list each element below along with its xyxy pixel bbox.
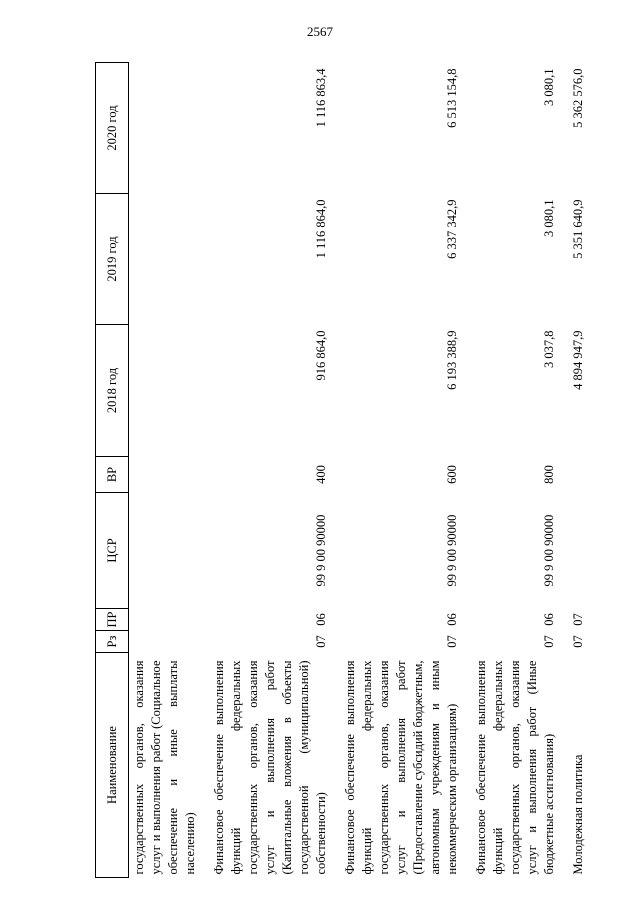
row-csr: 99 9 00 90000 (314, 514, 328, 587)
row-rz (129, 631, 203, 653)
row-csr (561, 493, 590, 609)
row-name: государственных органов, оказания услуг и выполнения работ (Социальное обеспечение и иные выплаты населению) (132, 660, 197, 875)
row-rz: 07 (542, 635, 556, 648)
row-2018: 4 894 947,9 (571, 330, 585, 390)
row-vr: 400 (314, 465, 328, 484)
budget-table (95, 62, 590, 878)
row-vr (561, 457, 590, 493)
header-2020: 2020 год (96, 63, 129, 194)
table-row (561, 63, 590, 878)
row-csr: 99 9 00 90000 (445, 514, 459, 587)
row-pr: 07 (571, 613, 585, 626)
row-2019: 6 337 342,9 (445, 199, 459, 259)
row-2018: 6 193 388,9 (445, 330, 459, 390)
row-name: Финансовое обеспечение выполнения функций федеральных государственных органов, оказания услуг и выполнения работ (Предоставление субсидий бюджетным, автономным учреждениям и иным некоммерческим организациям) (343, 660, 459, 875)
row-2020 (129, 63, 203, 194)
header-vr: ВР (96, 457, 129, 493)
row-2020: 6 513 154,8 (445, 68, 459, 128)
row-2018 (129, 325, 203, 457)
row-2019 (129, 194, 203, 325)
table-row (129, 63, 203, 878)
row-pr: 06 (314, 613, 328, 626)
row-2019: 5 351 640,9 (571, 199, 585, 259)
row-name: Финансовое обеспечение выполнения функций федеральных государственных органов, оказания услуг и выполнения работ (Капитальные вложения в объекты государственной (муниципальной) собственности) (212, 660, 328, 875)
header-rz: Рз (96, 631, 129, 653)
table-header-row (96, 63, 129, 878)
header-name: Наименование (96, 653, 129, 878)
page-number: 2567 (307, 24, 333, 39)
row-2020: 1 116 863,4 (314, 68, 328, 128)
row-name: Молодежная политика (571, 754, 585, 875)
row-rz: 07 (314, 635, 328, 648)
header-csr: ЦСР (96, 493, 129, 609)
row-pr (129, 609, 203, 631)
row-name: Финансовое обеспечение выполнения функций федеральных государственных органов, оказания услуг и выполнения работ (Иные бюджетные ассигнования) (474, 660, 556, 875)
row-2018: 916 864,0 (314, 330, 328, 381)
row-vr: 800 (542, 465, 556, 484)
table-row (333, 63, 464, 878)
row-2020: 3 080,1 (542, 68, 556, 106)
row-rz: 07 (571, 635, 585, 648)
row-2019: 1 116 864,0 (314, 199, 328, 259)
table-row (202, 63, 333, 878)
row-rz: 07 (445, 635, 459, 648)
row-2020: 5 362 576,0 (571, 68, 585, 128)
rotated-budget-table-container (95, 63, 585, 878)
row-2019: 3 080,1 (542, 199, 556, 237)
header-pr: ПР (96, 609, 129, 631)
row-csr: 99 9 00 90000 (542, 514, 556, 587)
row-vr: 600 (445, 465, 459, 484)
table-row (464, 63, 561, 878)
header-2019: 2019 год (96, 194, 129, 325)
row-csr (129, 493, 203, 609)
row-vr (129, 457, 203, 493)
row-pr: 06 (445, 613, 459, 626)
row-pr: 06 (542, 613, 556, 626)
header-2018: 2018 год (96, 325, 129, 457)
row-2018: 3 037,8 (542, 330, 556, 368)
